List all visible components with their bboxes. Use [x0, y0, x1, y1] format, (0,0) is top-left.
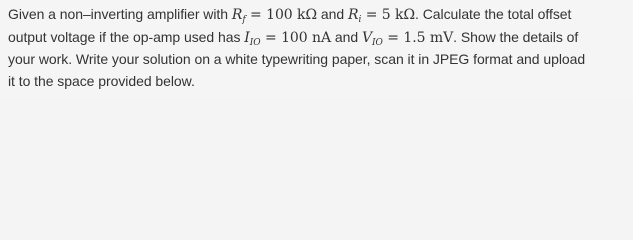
math-value: = 100 kΩ [245, 7, 318, 23]
text-segment: . Calculate the total offset [415, 6, 572, 22]
math-variable: R [231, 7, 243, 23]
math-subscript: f [242, 15, 246, 25]
question-line-1 [8, 4, 625, 27]
text-segment: your work. Write your solution on a white typewriting paper, scan it in JPEG format and upload [8, 51, 586, 67]
math-variable: I [244, 29, 250, 46]
question-line-3 [8, 49, 625, 71]
math-ri-expression [348, 7, 415, 23]
math-subscript: IO [249, 37, 261, 48]
math-value: = 100 nA [260, 29, 332, 46]
math-subscript: IO [372, 37, 383, 48]
question-line-4 [8, 71, 625, 93]
text-segment: . Show the details of [453, 28, 579, 45]
math-value: = 1.5 mV [382, 29, 454, 46]
math-iio-expression [244, 30, 331, 46]
text-segment: it to the space provided below. [8, 72, 195, 89]
text-segment: and [331, 28, 362, 45]
math-subscript: i [358, 15, 362, 25]
text-segment: Given a non–inverting amplifier with [8, 6, 232, 22]
text-segment: output voltage if the op-amp used has [8, 28, 245, 45]
question-prompt [0, 0, 633, 100]
math-vio-expression [362, 30, 453, 46]
question-line-2 [8, 27, 625, 50]
text-segment: and [317, 6, 348, 22]
math-variable: R [347, 7, 359, 23]
math-rf-expression [232, 7, 317, 23]
math-value: = 5 kΩ [361, 7, 416, 23]
math-variable: V [361, 29, 373, 46]
